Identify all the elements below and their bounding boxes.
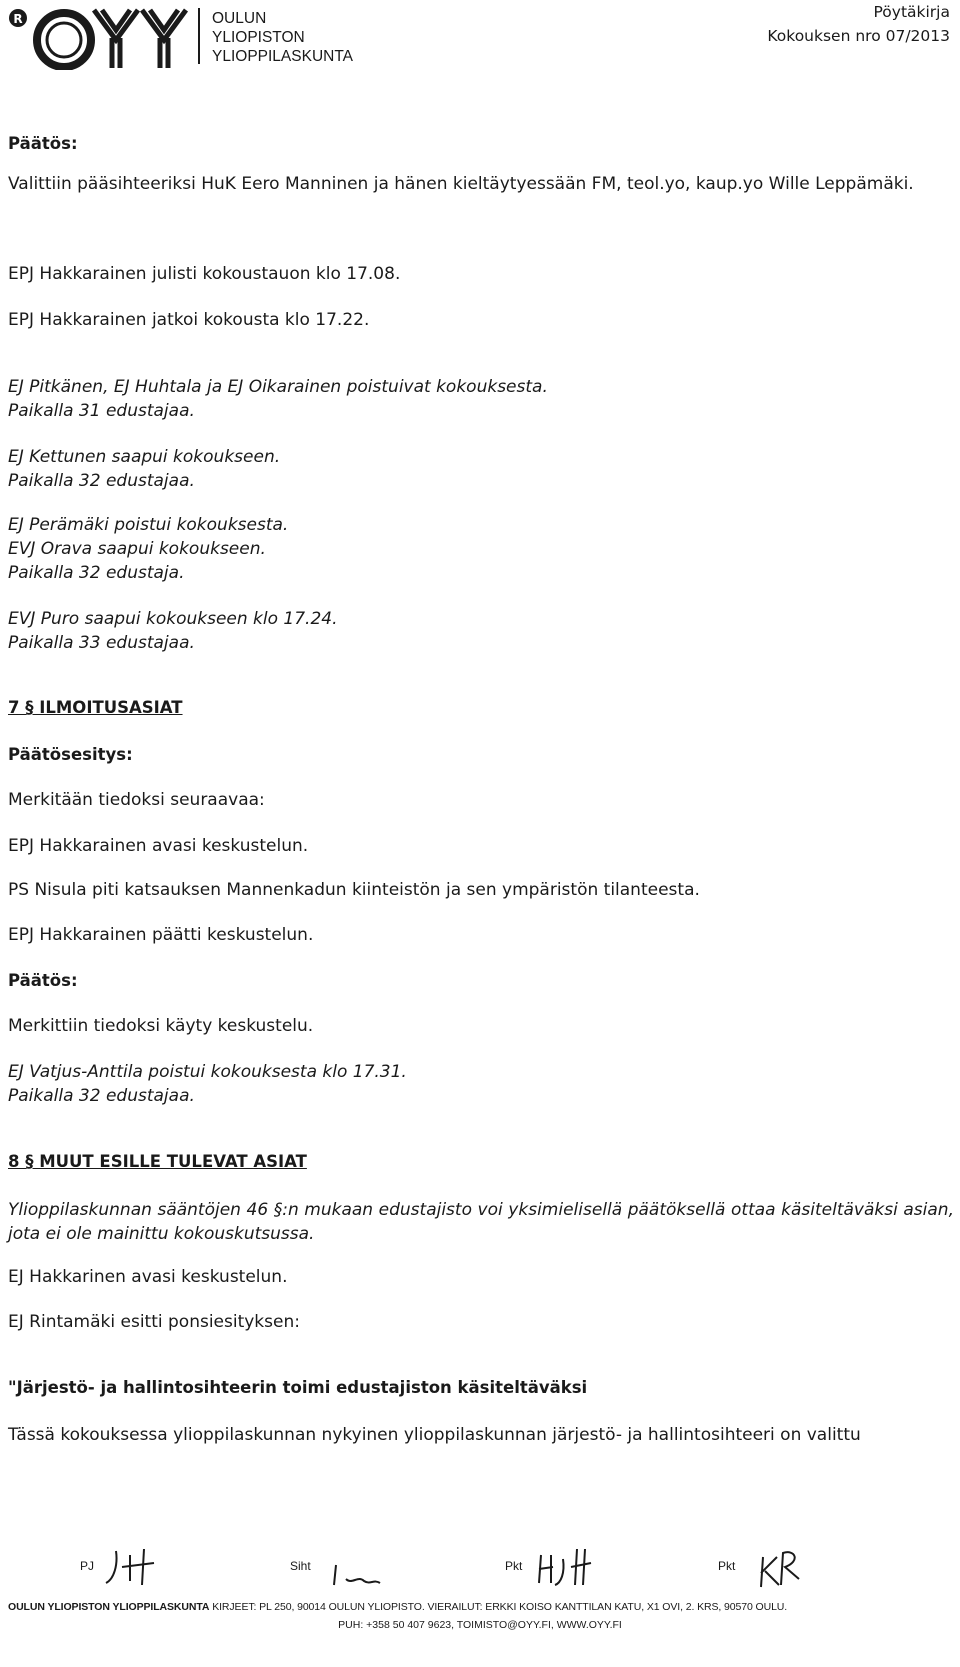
org-line-2: YLIOPISTON xyxy=(212,29,305,46)
section-7-proposal-text: Merkitään tiedoksi seuraavaa: xyxy=(8,790,265,810)
section-8-paragraph-2: EJ Rintamäki esitti ponsiesityksen: xyxy=(8,1312,300,1332)
document-meta xyxy=(767,0,950,48)
signature-label-pkt-2: Pkt xyxy=(718,1559,736,1573)
section-8-quote-title: "Järjestö- ja hallintosihteerin toimi edustajiston käsiteltäväksi xyxy=(8,1378,588,1397)
attendance-note-3a: EJ Perämäki poistui kokouksesta. xyxy=(8,515,289,535)
break-start: EPJ Hakkarainen julisti kokoustauon klo 17.08. xyxy=(8,264,401,284)
signature-label-pj: PJ xyxy=(80,1559,95,1573)
section-7-paragraph-3: EPJ Hakkarainen päätti keskustelun. xyxy=(8,925,314,945)
footer-contact: PUH: +358 50 407 9623, TOIMISTO@OYY.FI, WWW.OYY.FI xyxy=(338,1619,622,1631)
meeting-number: Kokouksen nro 07/2013 xyxy=(767,27,950,45)
signature-pj xyxy=(100,1545,160,1589)
org-name xyxy=(212,9,353,66)
break-end: EPJ Hakkarainen jatkoi kokousta klo 17.22. xyxy=(8,310,370,330)
attendance-note-2a: EJ Kettunen saapui kokoukseen. xyxy=(8,447,281,467)
attendance-note-3b: EVJ Orava saapui kokoukseen. xyxy=(8,539,266,559)
logo-divider xyxy=(198,8,200,64)
signature-pkt-1 xyxy=(535,1545,595,1589)
footer-address xyxy=(8,1601,787,1613)
section-8-rule: Ylioppilaskunnan sääntöjen 46 §:n mukaan edustajisto voi yksimielisellä päätöksellä ottaa käsiteltäväksi asian, jota ei ole mainittu kokouskutsussa. xyxy=(8,1200,954,1244)
section-7-decision-text: Merkittiin tiedoksi käyty keskustelu. xyxy=(8,1016,314,1036)
decision-label: Päätös: xyxy=(8,134,78,153)
section-7-decision-label: Päätös: xyxy=(8,971,78,990)
attendance-note-5b: Paikalla 32 edustajaa. xyxy=(8,1086,195,1106)
document-type: Pöytäkirja xyxy=(873,3,950,21)
signature-label-siht: Siht xyxy=(290,1559,311,1573)
signature-label-pkt-1: Pkt xyxy=(505,1559,523,1573)
signature-row xyxy=(0,1545,960,1593)
section-8-quote-text: Tässä kokouksessa ylioppilaskunnan nykyinen ylioppilaskunnan järjestö- ja hallintosihteeri on valittu xyxy=(8,1425,861,1445)
oyy-logo xyxy=(6,4,196,70)
footer-org-name: OULUN YLIOPISTON YLIOPPILASKUNTA xyxy=(8,1601,210,1613)
attendance-note-1b: Paikalla 31 edustajaa. xyxy=(8,401,195,421)
footer-address-rest: KIRJEET: PL 250, 90014 OULUN YLIOPISTO. VIERAILUT: ERKKI KOISO KANTTILAN KATU, X1 OVI, 2. KRS, 90570 OULU. xyxy=(209,1601,788,1613)
decision-text: Valittiin pääsihteeriksi HuK Eero Manninen ja hänen kieltäytyessään FM, teol.yo, kaup.yo Wille Leppämäki. xyxy=(8,174,914,194)
attendance-note-3c: Paikalla 32 edustaja. xyxy=(8,563,185,583)
org-line-1: OULUN xyxy=(212,10,267,27)
attendance-note-2b: Paikalla 32 edustajaa. xyxy=(8,471,195,491)
attendance-note-4a: EVJ Puro saapui kokoukseen klo 17.24. xyxy=(8,609,338,629)
attendance-note-5a: EJ Vatjus-Anttila poistui kokouksesta klo 17.31. xyxy=(8,1062,407,1082)
section-7-heading: 7 § ILMOITUSASIAT xyxy=(8,698,183,717)
signature-pkt-2 xyxy=(755,1545,815,1589)
attendance-note-4b: Paikalla 33 edustajaa. xyxy=(8,633,195,653)
org-line-3: YLIOPPILASKUNTA xyxy=(212,48,353,65)
section-8-heading: 8 § MUUT ESILLE TULEVAT ASIAT xyxy=(8,1152,307,1171)
svg-text:R: R xyxy=(13,12,23,26)
section-7-proposal-label: Päätösesitys: xyxy=(8,745,133,764)
section-7-paragraph-2: PS Nisula piti katsauksen Mannenkadun kiinteistön ja sen ympäristön tilanteesta. xyxy=(8,880,700,900)
section-8-paragraph-1: EJ Hakkarinen avasi keskustelun. xyxy=(8,1267,288,1287)
signature-siht xyxy=(330,1545,390,1589)
attendance-note-1a: EJ Pitkänen, EJ Huhtala ja EJ Oikarainen poistuivat kokouksesta. xyxy=(8,377,548,397)
section-7-paragraph-1: EPJ Hakkarainen avasi keskustelun. xyxy=(8,836,309,856)
